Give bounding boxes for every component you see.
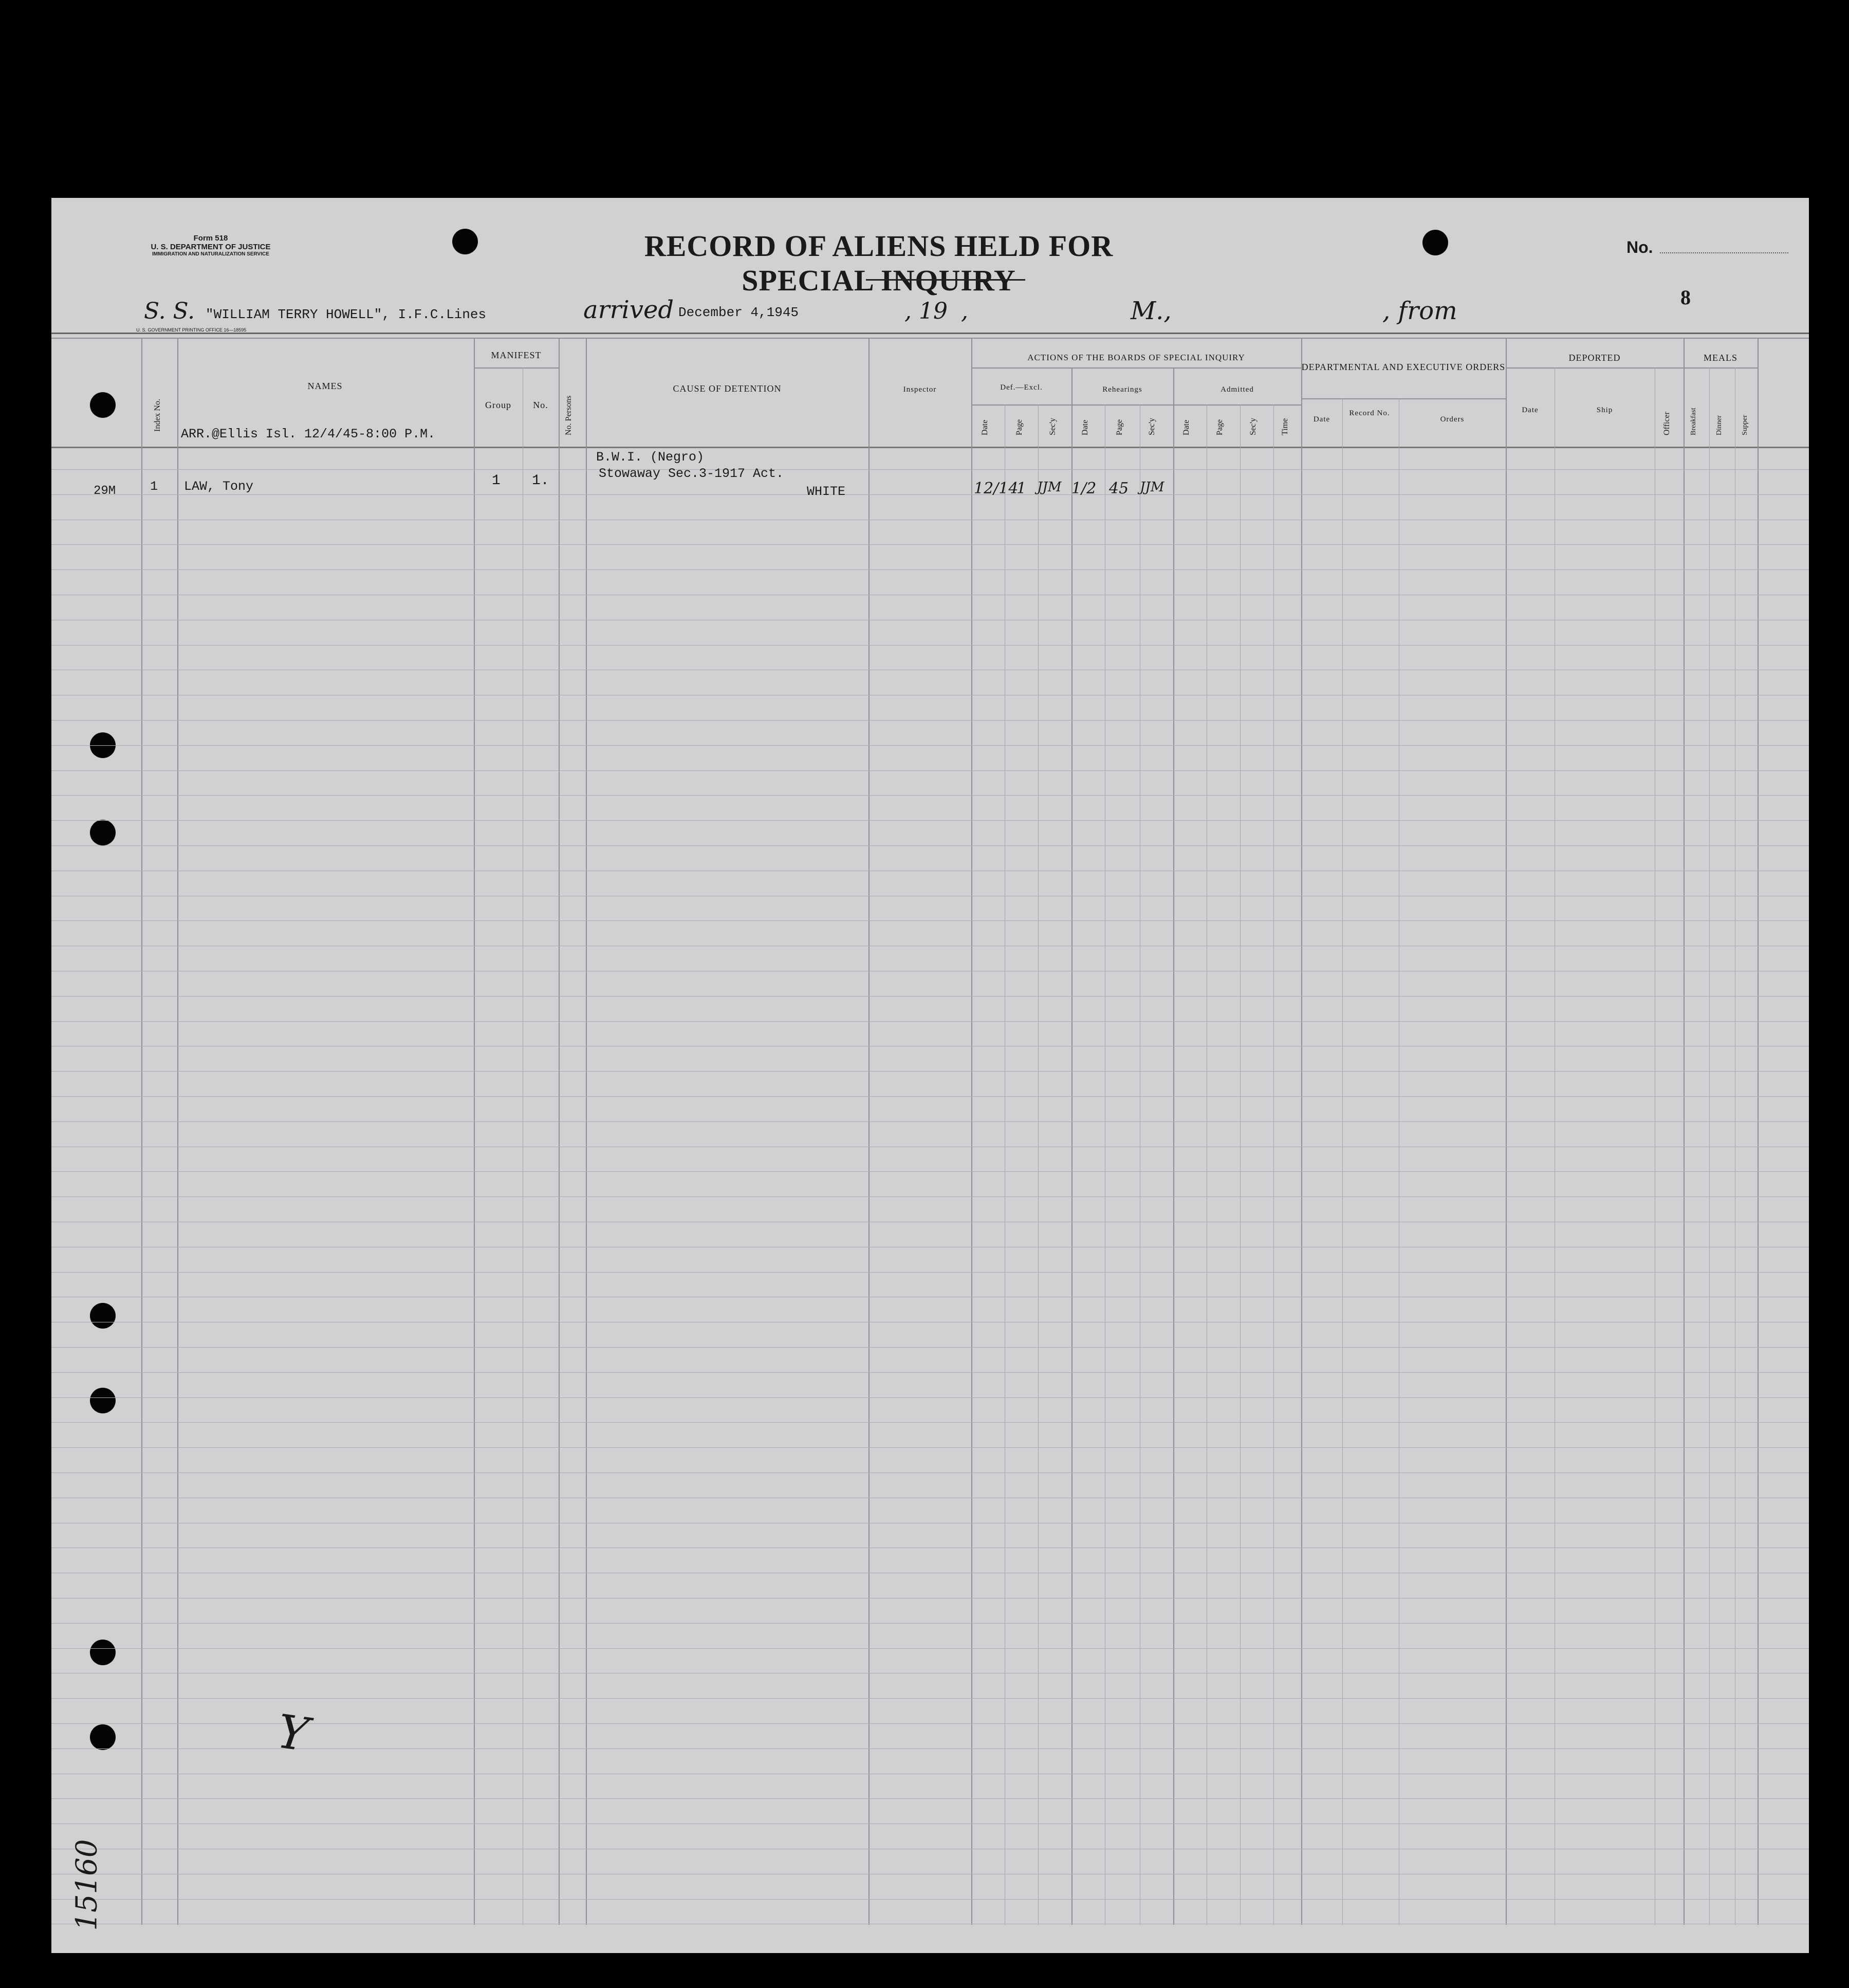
no-label: No. bbox=[1626, 238, 1653, 256]
from-label: , from bbox=[1382, 297, 1457, 325]
header-meals: MEALS bbox=[1703, 353, 1737, 363]
printing-office: U. S. GOVERNMENT PRINTING OFFICE 16—18595 bbox=[136, 327, 247, 333]
column-rule bbox=[1038, 404, 1039, 1925]
record-sheet bbox=[51, 198, 1809, 1953]
header-dept-date: Date bbox=[1313, 415, 1330, 424]
row-rule bbox=[51, 494, 1809, 495]
row-rule bbox=[51, 745, 1809, 746]
header-bottom-rule bbox=[51, 447, 1809, 448]
year-comma: , bbox=[961, 298, 968, 324]
header-manifest: MANIFEST bbox=[491, 350, 542, 360]
row-rule bbox=[51, 820, 1809, 821]
column-rule bbox=[971, 338, 972, 1925]
arrived-date: December 4,1945 bbox=[678, 305, 799, 320]
header-inspector: Inspector bbox=[903, 385, 937, 394]
service: IMMIGRATION AND NATURALIZATION SERVICE bbox=[152, 251, 269, 257]
entry-no: 1. bbox=[532, 473, 549, 489]
row-rule bbox=[51, 1472, 1809, 1473]
header-officer: Officer bbox=[1662, 412, 1671, 435]
column-rule bbox=[1506, 338, 1507, 1925]
department: U. S. DEPARTMENT OF JUSTICE bbox=[151, 243, 271, 251]
punch-hole bbox=[90, 1724, 116, 1750]
column-rule bbox=[1342, 398, 1343, 1925]
title-underline bbox=[866, 279, 1025, 281]
column-rule bbox=[868, 338, 870, 1925]
column-rule bbox=[1301, 338, 1302, 1925]
row-rule bbox=[51, 1899, 1809, 1900]
header-deported-ship: Ship bbox=[1596, 406, 1613, 414]
arrival-note: ARR.@Ellis Isl. 12/4/45-8:00 P.M. bbox=[181, 427, 436, 441]
header-no-persons: No. Persons bbox=[564, 395, 573, 435]
header-supper: Supper bbox=[1741, 415, 1749, 435]
punch-hole bbox=[90, 392, 116, 418]
row-rule bbox=[51, 544, 1809, 545]
row-rule bbox=[51, 1171, 1809, 1172]
deported-rule bbox=[1506, 367, 1684, 369]
header-reh-page: Page bbox=[1115, 419, 1124, 435]
column-rule bbox=[1758, 338, 1759, 1925]
row-rule bbox=[51, 1071, 1809, 1072]
punch-hole bbox=[90, 1640, 116, 1665]
punch-hole bbox=[90, 820, 116, 845]
cause-line-2: Stowaway Sec.3-1917 Act. bbox=[599, 466, 784, 481]
column-rule bbox=[1071, 367, 1073, 1925]
column-rule bbox=[141, 338, 142, 1925]
row-rule bbox=[51, 1021, 1809, 1022]
table-top-rule bbox=[51, 333, 1809, 334]
reh-secy: JJM bbox=[1140, 480, 1164, 495]
header-adm-time: Time bbox=[1281, 418, 1289, 435]
ss-label: S. S. bbox=[144, 298, 195, 324]
manifest-rule bbox=[474, 367, 559, 369]
punch-hole bbox=[90, 1388, 116, 1413]
column-rule bbox=[1709, 367, 1710, 1925]
reh-date: 1/2 bbox=[1071, 480, 1097, 498]
row-rule bbox=[51, 1397, 1809, 1398]
dept-rule bbox=[1301, 398, 1506, 399]
column-rule bbox=[1240, 404, 1241, 1925]
row-rule bbox=[51, 645, 1809, 646]
table-top-rule-2 bbox=[51, 338, 1809, 339]
header-def-page: Page bbox=[1015, 419, 1024, 435]
header-def-date: Date bbox=[981, 419, 989, 435]
column-rule bbox=[1173, 367, 1174, 1925]
row-rule bbox=[51, 720, 1809, 721]
header-reh-secy: Sec'y bbox=[1148, 418, 1156, 435]
row-rule bbox=[51, 569, 1809, 570]
header-names: NAMES bbox=[307, 381, 343, 391]
row-rule bbox=[51, 1347, 1809, 1348]
header-dept-orders: DEPARTMENTAL AND EXECUTIVE ORDERS bbox=[1301, 362, 1506, 372]
row-rule bbox=[51, 1698, 1809, 1699]
header-def-secy: Sec'y bbox=[1048, 418, 1057, 435]
def-secy: JJM bbox=[1037, 480, 1062, 495]
row-rule bbox=[51, 1447, 1809, 1448]
form-id-block bbox=[144, 234, 278, 257]
header-cause: CAUSE OF DETENTION bbox=[673, 383, 782, 394]
row-rule bbox=[51, 1748, 1809, 1749]
header-rehearings: Rehearings bbox=[1102, 385, 1142, 394]
header-dinner: Dinner bbox=[1715, 415, 1723, 435]
margin-code: 29M bbox=[94, 484, 116, 498]
row-rule bbox=[51, 1121, 1809, 1122]
row-rule bbox=[51, 845, 1809, 846]
stamp-number: 15160 bbox=[70, 1839, 104, 1931]
row-rule bbox=[51, 996, 1809, 997]
cause-line-3: WHITE bbox=[807, 484, 846, 499]
entry-index: 1 bbox=[150, 479, 158, 494]
form-number: Form 518 bbox=[193, 234, 228, 243]
def-date: 12/14 bbox=[974, 480, 1019, 498]
no-field-line bbox=[1660, 252, 1788, 253]
column-rule bbox=[1273, 404, 1274, 1925]
def-page: 1 bbox=[1016, 480, 1027, 498]
actions-subrule bbox=[971, 404, 1301, 406]
column-rule bbox=[559, 338, 560, 1925]
row-rule bbox=[51, 1096, 1809, 1097]
header-adm-secy: Sec'y bbox=[1249, 418, 1258, 435]
header-actions: ACTIONS OF THE BOARDS OF SPECIAL INQUIRY bbox=[1027, 353, 1245, 362]
reh-page: 45 bbox=[1109, 480, 1129, 498]
row-rule bbox=[51, 1623, 1809, 1624]
header-def-excl: Def.—Excl. bbox=[1000, 383, 1043, 392]
column-rule bbox=[474, 338, 475, 1925]
header-deported: DEPORTED bbox=[1568, 353, 1621, 363]
row-rule bbox=[51, 1422, 1809, 1423]
row-rule bbox=[51, 1648, 1809, 1649]
column-rule bbox=[1684, 338, 1685, 1925]
column-rule bbox=[586, 338, 587, 1925]
meals-rule bbox=[1684, 367, 1758, 369]
page-title: RECORD OF ALIENS HELD FOR SPECIAL INQUIRY bbox=[644, 229, 1114, 297]
header-adm-date: Date bbox=[1182, 419, 1191, 435]
punch-hole bbox=[1422, 230, 1448, 255]
header-index-no: Index No. bbox=[153, 399, 162, 432]
cause-line-1: B.W.I. (Negro) bbox=[596, 450, 705, 465]
entry-group: 1 bbox=[492, 473, 501, 489]
header-adm-page: Page bbox=[1215, 419, 1224, 435]
year-label: , 19 bbox=[904, 298, 948, 324]
row-rule bbox=[51, 469, 1809, 470]
page-number: 8 bbox=[1680, 286, 1691, 309]
row-rule bbox=[51, 770, 1809, 771]
row-rule bbox=[51, 1723, 1809, 1724]
row-rule bbox=[51, 1372, 1809, 1373]
row-rule bbox=[51, 1272, 1809, 1273]
header-breakfast: Breakfast bbox=[1690, 408, 1697, 435]
header-orders: Orders bbox=[1440, 415, 1465, 424]
header-record-no: Record No. bbox=[1349, 409, 1390, 417]
row-rule bbox=[51, 795, 1809, 796]
punch-hole bbox=[452, 229, 478, 254]
punch-hole bbox=[90, 1303, 116, 1329]
header-deported-date: Date bbox=[1522, 406, 1539, 414]
header-group: Group bbox=[485, 400, 511, 410]
actions-rule bbox=[971, 367, 1301, 369]
bottom-check-mark: Y bbox=[273, 1704, 312, 1762]
header-no: No. bbox=[533, 400, 548, 410]
m-label: M., bbox=[1131, 297, 1172, 325]
header-admitted: Admitted bbox=[1221, 385, 1254, 394]
ship-name: "WILLIAM TERRY HOWELL", I.F.C.Lines bbox=[206, 307, 487, 322]
header-reh-date: Date bbox=[1081, 419, 1089, 435]
column-rule bbox=[177, 338, 178, 1925]
arrived-label: arrived bbox=[583, 296, 674, 324]
row-rule bbox=[51, 1798, 1809, 1799]
entry-name: LAW, Tony bbox=[184, 479, 254, 494]
